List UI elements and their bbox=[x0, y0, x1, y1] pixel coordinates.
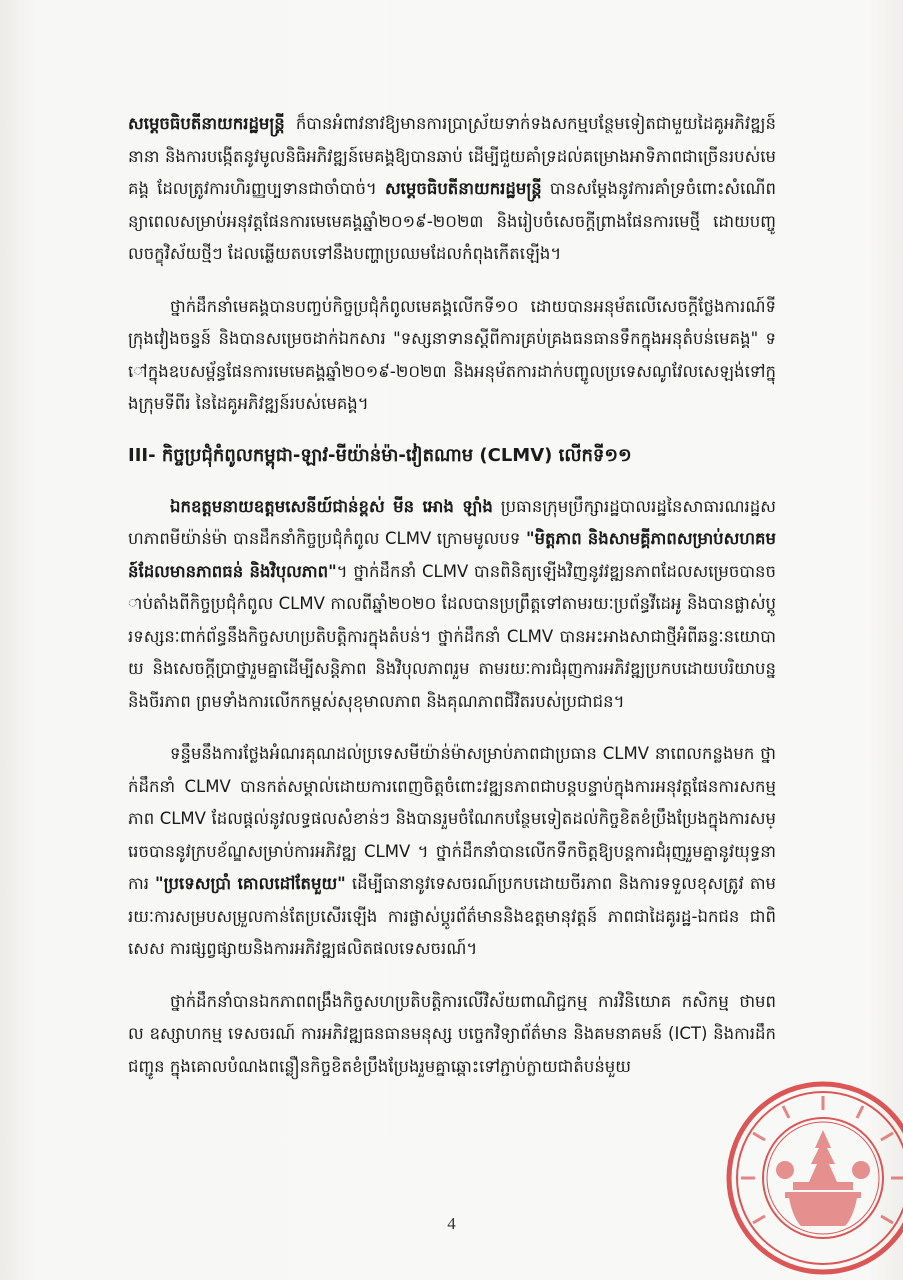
paragraph-4-bold-campaign: "ប្រទេសប្រាំ គោលដៅតែមួយ" bbox=[155, 874, 346, 893]
official-seal-icon bbox=[723, 1078, 903, 1278]
paragraph-3-bold-theme: "មិត្តភាព និងសាមគ្គីភាពសម្រាប់សហគមន៍ដែលមានភាពធន់ និងវិបុលភាព" bbox=[128, 529, 776, 581]
paragraph-3-bold-lead: ឯកឧត្តមនាយឧត្តមសេនីយ៍ជាន់ខ្ពស់ មីន អោង ឡាំង bbox=[170, 496, 493, 516]
document-body bbox=[128, 108, 776, 1103]
paragraph-5: ថ្នាក់ដឹកនាំបានឯកភាពពង្រឹងកិច្ចសហប្រតិបត្តិការលើវិស័យពាណិជ្ជកម្ម ការវិនិយោគ កសិកម្ម ថាមពល ឧស្សាហកម្ម ទេសចរណ៍ ការអភិវឌ្ឍធនធានមនុស្ស បច្ចេកវិទ្យាព័ត៌មាន និងគមនាគមន៍ (ICT) និងការដឹកជញ្ជូន ក្នុងគោលបំណងពន្លឿនកិច្ចខិតខំប្រឹងប្រែងរួមគ្នាឆ្ពោះទៅភ្ជាប់ក្លាយជាតំបន់មួយ bbox=[128, 991, 776, 1076]
paragraph-1 bbox=[128, 108, 776, 271]
paragraph-4 bbox=[128, 738, 776, 966]
paragraph-2: ថ្នាក់ដឹកនាំមេគង្គបានបញ្ចប់កិច្ចប្រជុំកំពូលមេគង្គលើកទី១០ ដោយបានអនុម័តលើសេចក្តីថ្លែងការណ៍ទីក្រុងវៀងចន្ទន៍ និងបានសម្រេចដាក់ឯកសារ "ទស្សនាទានស្តីពីការគ្រប់គ្រងធនធានទឹកក្នុងអនុតំបន់មេគង្គ" ទៅក្នុងឧបសម្ព័ន្ធផែនការមេមេគង្គឆ្នាំ២០១៩-២០២៣ និងអនុម័តការដាក់បញ្ចូលប្រទេសណូវែលសេឡង់ទៅក្នុងក្រុមទីពីរ នៃដៃគូអភិវឌ្ឍន៍របស់មេគង្គ។ bbox=[128, 296, 776, 413]
page-number: 4 bbox=[447, 1214, 456, 1233]
paragraph-3-text-a: ប្រធានក្រុមប្រឹក្សារដ្ឋបាលរដ្ឋនៃសាធារណរដ្ឋសហភាពមីយ៉ាន់ម៉ា បានដឹកនាំកិច្ចប្រជុំកំពូល CLMV ក្រោមមូលបទ bbox=[128, 496, 776, 548]
paragraph-4-text-b: ដើម្បីធានានូវទេសចរណ៍ប្រកបដោយចីរភាព និងការទទួលខុសត្រូវ តាមរយៈការសម្របសម្រួលកាន់តែប្រសើរឡើង ការផ្លាស់ប្តូរព័ត៌មាននិងឧត្តមានុវត្តន៍ ភាពជាដៃគូរដ្ឋ-ឯកជន ជាពិសេស ការផ្សព្វផ្សាយនិងការអភិវឌ្ឍផលិតផលទេសចរណ៍។ bbox=[128, 874, 777, 958]
paragraph-1-bold-mid: សម្តេចធិបតីនាយករដ្ឋមន្ត្រី bbox=[384, 179, 542, 198]
paragraph-1-text-a: ក៏បានអំពាវនាវឱ្យមានការប្រាស្រ័យទាក់ទងសកម្មបន្ថែមទៀតជាមួយដៃគូអភិវឌ្ឍន៍នានា និងការបង្កើតនូវមូលនិធិអភិវឌ្ឍន៍មេគង្គឱ្យបានឆាប់ ដើម្បីជួយគាំទ្រដល់គម្រោងអាទិភាពជាច្រើនរបស់មេគង្គ ដែលត្រូវការហិរញ្ញប្បទានជាចាំបាច់។ bbox=[128, 114, 776, 198]
paragraph-1-text-b: បានសម្តែងនូវការគាំទ្រចំពោះសំណើពន្យាពេលសម្រាប់អនុវត្តផែនការមេមេគង្គឆ្នាំ២០១៩-២០២៣ និងរៀបចំសេចក្តីព្រាងផែនការមេថ្មី ដោយបញ្ចូលចក្ខុវិស័យថ្មីៗ ដែលឆ្លើយតបទៅនឹងបញ្ហាប្រឈមដែលកំពុងកើតឡើង។ bbox=[128, 179, 776, 263]
paragraph-4-text-a: ទន្ទឹមនឹងការថ្លែងអំណរគុណដល់ប្រទេសមីយ៉ាន់ម៉ាសម្រាប់ភាពជាប្រធាន CLMV នាពេលកន្លងមក ថ្នាក់ដឹកនាំ CLMV បានកត់សម្គាល់ដោយការពេញចិត្តចំពោះវឌ្ឍនភាពជាបន្តបន្ទាប់ក្នុងការអនុវត្តផែនការសកម្មភាព CLMV ដែលផ្តល់នូវលទ្ធផលសំខាន់ៗ និងបានរួមចំណែកបន្ថែមទៀតដល់កិច្ចខិតខំប្រឹងប្រែងក្នុងការសម្រេចបាននូវក្របខ័ណ្ឌសម្រាប់ការអភិវឌ្ឍ CLMV ។ ថ្នាក់ដឹកនាំបានលើកទឹកចិត្តឱ្យបន្តការជំរុញរួមគ្នានូវយុទ្ធនាការ bbox=[128, 744, 776, 893]
section-heading: III- កិច្ចប្រជុំកំពូលកម្ពុជា-ឡាវ-មីយ៉ាន់ម៉ា-វៀតណាម (CLMV) លើកទី១១ bbox=[128, 444, 632, 466]
paragraph-3-text-b: ។ ថ្នាក់ដឹកនាំ CLMV បានពិនិត្យឡើងវិញនូវវឌ្ឍនភាពដែលសម្រេចបានចាប់តាំងពីកិច្ចប្រជុំកំពូល CLMV កាលពីឆ្នាំ២០២០ ដែលបានប្រព្រឹត្តទៅតាមរយៈប្រព័ន្ធវីដេអូ និងបានផ្លាស់ប្តូរទស្សនៈពាក់ព័ន្ធនឹងកិច្ចសហប្រតិបត្តិការក្នុងតំបន់។ ថ្នាក់ដឹកនាំ CLMV បានអះអាងសាជាថ្មីអំពីឆន្ទៈនយោបាយ និងសេចក្តីប្រាថ្នារួមគ្នាដើម្បីសន្តិភាព និងវិបុលភាពរួម តាមរយៈការជំរុញការអភិវឌ្ឍប្រកបដោយបរិយាបន្ន និងចីរភាព ព្រមទាំងការលើកកម្ពស់សុខុមាលភាព និងគុណភាពជីវិតរបស់ប្រជាជន។ bbox=[128, 561, 777, 711]
paragraph-3 bbox=[128, 491, 776, 719]
paragraph-1-bold-lead: សម្តេចធិបតីនាយករដ្ឋមន្ត្រី bbox=[128, 114, 285, 133]
